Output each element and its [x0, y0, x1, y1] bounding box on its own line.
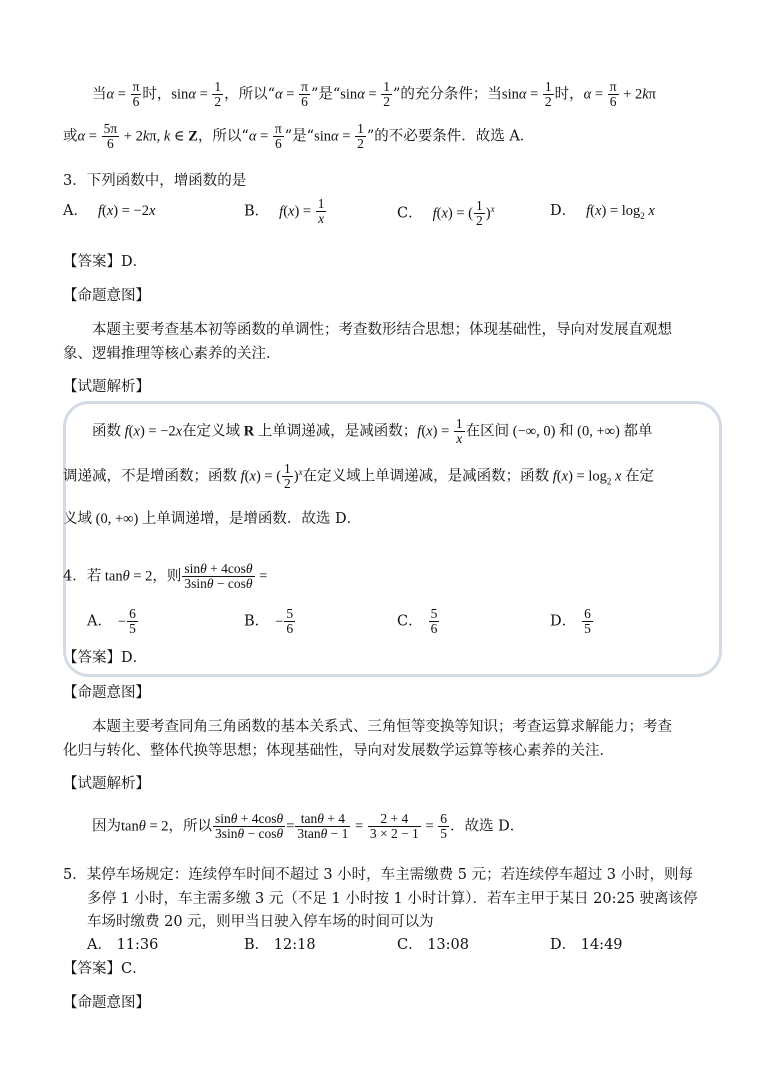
- q3-intent-line-2: 象、逻辑推理等核心素养的关注．: [63, 346, 281, 362]
- q4-analysis-line: 因为tanθ = 2，所以 $\frac{\sin\theta + 4\cos\theta}{3\sin\theta - \cos\theta}$ = $\frac{\tan\theta + 4}{3\tan\theta - 1}$ = $\frac{2 + 4}{3 \times 2 - 1}$ = $\frac{6}{5}$ ．故选 D．: [92, 811, 525, 842]
- text: 函数: [92, 423, 121, 440]
- q4-stem: 4．若 tanθ = 2，则 $\frac{\sin\theta + 4\cos\theta}{3\sin\theta - \cos\theta}$ =: [63, 561, 268, 592]
- text: ”是“: [310, 86, 341, 103]
- p2-line-1: 当α = $\frac{\pi}{6}$ 时，sinα = $\frac{1}{2}$ ，所以“α = $\frac{\pi}{6}$ ”是“sinα = $\frac{1}{2}$ ”的充分条件；当sinα = $\frac{1}{2}$ 时，α = $\frac{\pi}{6}$ + 2kπ: [92, 79, 656, 110]
- label: C．: [397, 613, 423, 630]
- text: 义域: [63, 511, 92, 527]
- q5-stem-line-3: 车场时缴费 20 元，则甲当日驶入停车场的时间可以为: [87, 914, 434, 930]
- q4-option-d: D． $\frac{6}{5}$: [550, 606, 591, 637]
- q5-stem-line-1: 5．某停车场规定：连续停车时间不超过 3 小时，车主需缴费 5 元；若连续停车超过 3 小时，则每: [63, 867, 694, 883]
- text: 当: [92, 86, 107, 103]
- text: 4．若: [63, 568, 102, 585]
- text: ”是“: [284, 128, 315, 145]
- q3-answer: 【答案】D．: [63, 254, 148, 270]
- q3-intent-line-1: 本题主要考查基本初等函数的单调性；考查数形结合思想；体现基础性，导向对发展直观想: [92, 322, 672, 338]
- q3-stem: 3．下列函数中，增函数的是: [63, 173, 247, 189]
- label: B．: [244, 203, 270, 220]
- text: 上单调递减，是减函数；: [257, 423, 418, 440]
- text: 上单调递增，是增函数．故选 D．: [141, 511, 362, 527]
- q5-option-c: C． 13:08: [397, 937, 469, 953]
- q3-analysis-line-1: 函数 f(x) = −2x在定义域 R 上单调递减，是减函数；f(x) = $\frac{1}{x}$ 在区间 (−∞, 0) 和 (0, +∞) 都单: [92, 416, 653, 447]
- q5-intent-title: 【命题意图】: [63, 995, 150, 1011]
- text: ”的不必要条件．故选 A．: [366, 128, 535, 145]
- text: ，所以“: [197, 128, 249, 145]
- label: A．: [63, 203, 88, 219]
- frame-gap: [300, 536, 400, 546]
- q3-analysis-line-2: 调递减，不是增函数；函数 f(x) = ( $\frac{1}{2}$ )$^x$在定义域上单调递减，是减函数；函数 $f(x) = \log_2 x$ 在定: [63, 461, 655, 492]
- text: ，所以“: [224, 86, 276, 103]
- label: C．: [397, 205, 423, 222]
- q5-option-d: D． 14:49: [550, 937, 623, 953]
- p2-line-2: 或α = $\frac{5\pi}{6}$ + 2kπ, k ∈ Z，所以“α = $\frac{\pi}{6}$ ”是“sinα = $\frac{1}{2}$ ”的不必要条件．故选 A．: [63, 121, 535, 152]
- q5-option-b: B． 12:18: [244, 937, 316, 953]
- q5-answer: 【答案】C．: [63, 961, 147, 977]
- text: 时，: [142, 86, 172, 103]
- text: ”的充分条件；当: [393, 86, 502, 103]
- q4-answer: 【答案】D．: [63, 650, 148, 666]
- text: 调递减，不是增函数；函数: [63, 468, 237, 485]
- text: ，所以: [168, 818, 213, 835]
- q3-option-b: B． f(x) = $\frac{1}{x}$: [244, 196, 325, 227]
- q3-option-a: A． f(x) = −2x: [63, 203, 156, 219]
- q3-option-c: C． f(x) = ( $\frac{1}{2}$ )$^x$: [397, 198, 495, 229]
- q4-intent-line-1: 本题主要考查同角三角函数的基本关系式、三角恒等变换等知识；考查运算求解能力；考查: [92, 719, 672, 735]
- q3-analysis-title: 【试题解析】: [63, 379, 150, 395]
- text: 或: [63, 128, 78, 145]
- q4-option-c: C． $\frac{5}{6}$: [397, 606, 438, 637]
- q5-option-a: A． 11:36: [87, 937, 159, 953]
- text: 和: [559, 423, 574, 440]
- label: D．: [550, 203, 577, 219]
- q4-option-b: B． − $\frac{5}{6}$: [244, 606, 294, 637]
- text: 在定义域: [182, 423, 241, 440]
- label: A．: [87, 613, 112, 630]
- q4-option-a: A． − $\frac{6}{5}$: [87, 606, 136, 637]
- q4-analysis-title: 【试题解析】: [63, 776, 150, 792]
- text: 因为: [92, 818, 121, 835]
- text: ，则: [152, 568, 182, 585]
- q4-intent-title: 【命题意图】: [63, 685, 150, 701]
- q4-intent-line-2: 化归与转化、整体代换等思想；体现基础性，导向对发展数学运算等核心素养的关注．: [63, 743, 614, 759]
- q3-analysis-line-3: 义域 (0, +∞) 上单调递增，是增函数．故选 D．: [63, 511, 362, 527]
- text: 时，: [554, 86, 584, 103]
- q5-stem-line-2: 多停 1 小时，车主需多缴 3 元（不足 1 小时按 1 小时计算）．若车主甲于某日 20:25 驶离该停: [87, 891, 698, 907]
- label: B．: [244, 613, 270, 630]
- text: 在区间: [465, 423, 510, 440]
- q3-intent-title: 【命题意图】: [63, 288, 150, 304]
- label: D．: [550, 613, 577, 630]
- text: ．故选 D．: [450, 818, 525, 835]
- text: 在定: [625, 468, 655, 485]
- text: 都单: [623, 423, 653, 440]
- text: 在定义域上单调递减，是减函数；函数: [302, 468, 550, 485]
- q3-option-d: D． $f(x) = \log_2 x$: [550, 203, 655, 221]
